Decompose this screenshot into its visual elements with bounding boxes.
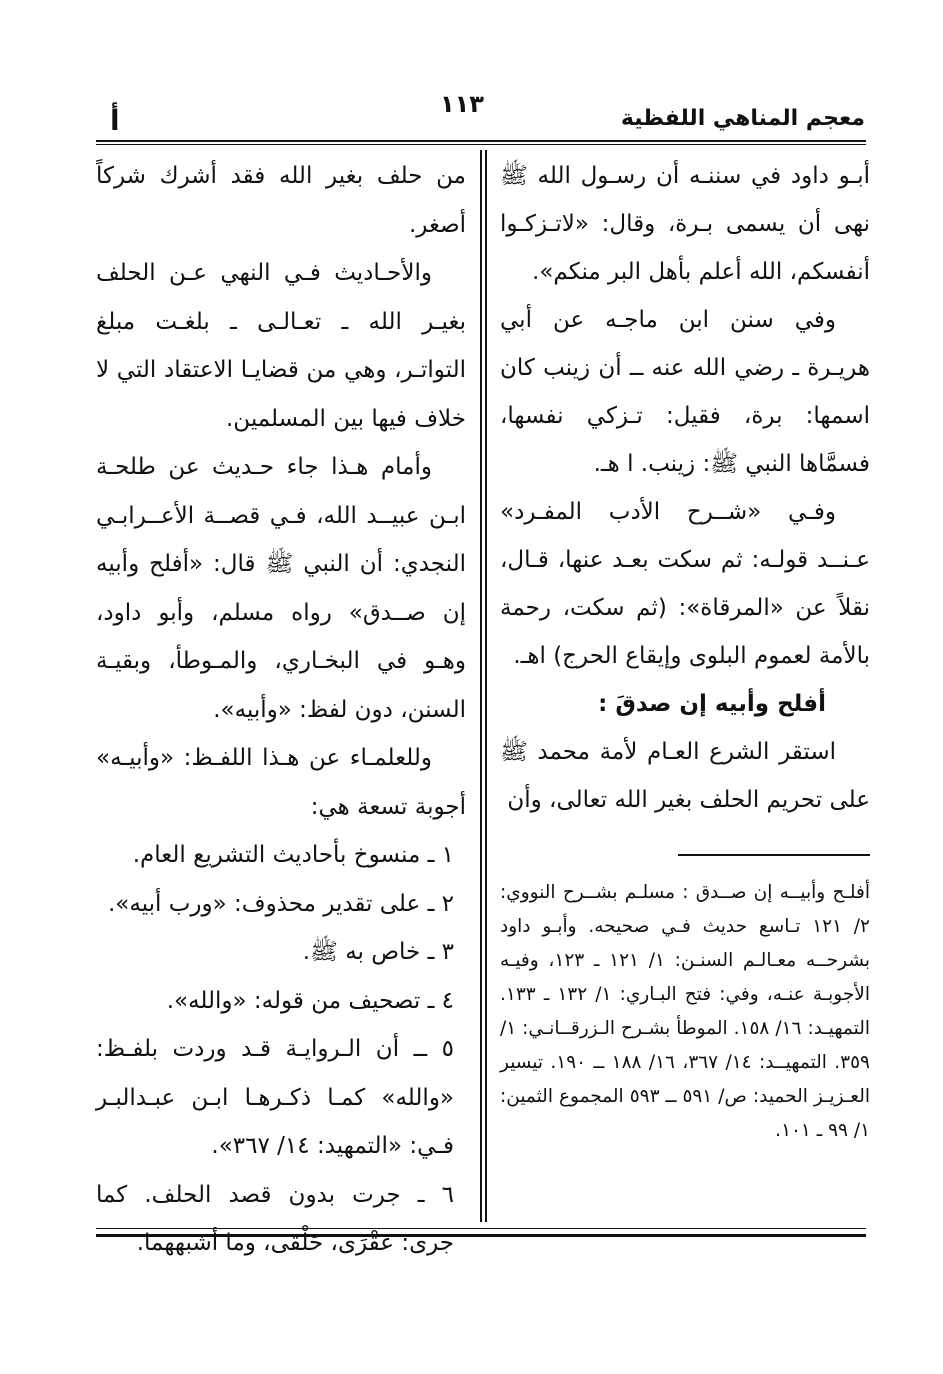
footnote-rule xyxy=(678,854,870,856)
list-item: ٤ ـ تصحيف من قوله: «والله». xyxy=(166,987,454,1014)
paragraph: وفي سنن ابن ماجـه عن أبي هريـرة ـ رضي الله عنه ــ أن زينب كان اسمها: برة، فقيل: تـزكي نفسها، فسمَّاها النبي ﷺ: زينب. ا هـ. xyxy=(500,307,870,477)
footer-rule-thin xyxy=(96,1228,866,1229)
footnote-text: مسلـم بشــرح النووي: ٢/ ١٢١ تـاسع حديث فـي صحيحه. وأبـو داود بشرحــه معـالـم السنـن: ١/ ١٢١ ـ ١٢٣، وفيـه الأجوبـة عنـه، وفي: فتح البـاري: ١/ ١٣٢ ـ ١٣٣. التمهيـد: ١٦/ ١٥٨. الموطأ بشـرح الـزرقــانـي: ١/ ٣٥٩. التمهيــد: ١٤/ ٣٦٧، ١٦/ ١٨٨ ــ ١٩٠. تيسير العـزيـز الحميد: ص/ ٥٩١ ــ ٥٩٣ المجموع الثمين: ١/ ٩٩ ـ ١٠١. xyxy=(500,882,871,1141)
list-item: ٢ ـ على تقدير محذوف: «ورب أبيه». xyxy=(108,890,454,917)
paragraph: أبـو داود في سننـه أن رسـول الله ﷺ نهى أن يسمى بـرة، وقال: «لاتـزكـوا أنفسكم، الله أعلم بأهل البر منكم». xyxy=(500,163,870,285)
list-item: ٣ ـ خاص به ﷺ. xyxy=(302,939,454,965)
footer-rule xyxy=(96,1234,866,1237)
footnote-heading: أفلـح وأبيــه إن صــدق : xyxy=(682,882,870,903)
header-rule-thin xyxy=(96,144,866,145)
list-item: ١ ـ منسوخ بأحاديث التشريع العام. xyxy=(132,842,454,868)
left-column xyxy=(96,152,466,1268)
book-title: معجم المناهي اللفظية xyxy=(620,106,865,131)
column-divider-second xyxy=(485,150,487,1222)
paragraph: والأحـاديث فـي النهي عـن الحلف بغيـر الله ـ تعـالـى ـ بلغـت مبلغ التواتـر، وهي من قضايـا الاعتقاد التي لا خلاف فيها بين المسلمين. xyxy=(96,260,466,432)
right-column xyxy=(500,152,870,824)
page-letter: أ xyxy=(110,104,120,137)
column-divider xyxy=(480,150,482,1222)
paragraph: وفـي «شــرح الأدب المفـرد» عـنــد قولـه: ثم سكت بعـد عنها، قـال، نقلاً عن «المرقاة»: (ثم سكت، رحمة بالأمة لعموم البلوى وإيقاع الحرج) اهـ. xyxy=(500,499,870,669)
section-heading: أفلح وأبيه إن صدقَ : xyxy=(598,691,826,717)
paragraph: استقر الشرع العـام لأمة محمد ﷺ على تحريم الحلف بغير الله تعالى، وأن xyxy=(500,739,870,813)
list-item: ٦ ـ جرت بدون قصد الحلف. كما جرى: عَقْرَى، حَلْقَى، وما أشبههما. xyxy=(96,1181,454,1256)
list-item: ٥ ــ أن الـروايـة قـد وردت بلفـظ: «والله» كمـا ذكـرهـا ابـن عبـدالبـر فـي: «التمهيد: ١٤/ ٣٦٧». xyxy=(96,1036,454,1159)
paragraph: وأمام هـذا جاء حـديث عن طلحـة ابـن عبيــد الله، فـي قصــة الأعــرابـي النجدي: أن النبي ﷺ قال: «أفلح وأبيه إن صــدق» رواه مسلم، وأبو داود، وهـو في البخـاري، والمـوطأ، وبقيـة السنن، دون لفظ: «وأبيه». xyxy=(96,454,466,723)
paragraph: وللعلمـاء عن هـذا اللفـظ: «وأبيـه» أجوبة تسعة هي: xyxy=(96,745,466,820)
header-rule xyxy=(96,140,866,142)
paragraph: من حلف بغير الله فقد أشرك شركاً أصغر. xyxy=(96,163,466,238)
footnote xyxy=(500,876,870,1148)
page-number: ١١٣ xyxy=(440,90,484,118)
